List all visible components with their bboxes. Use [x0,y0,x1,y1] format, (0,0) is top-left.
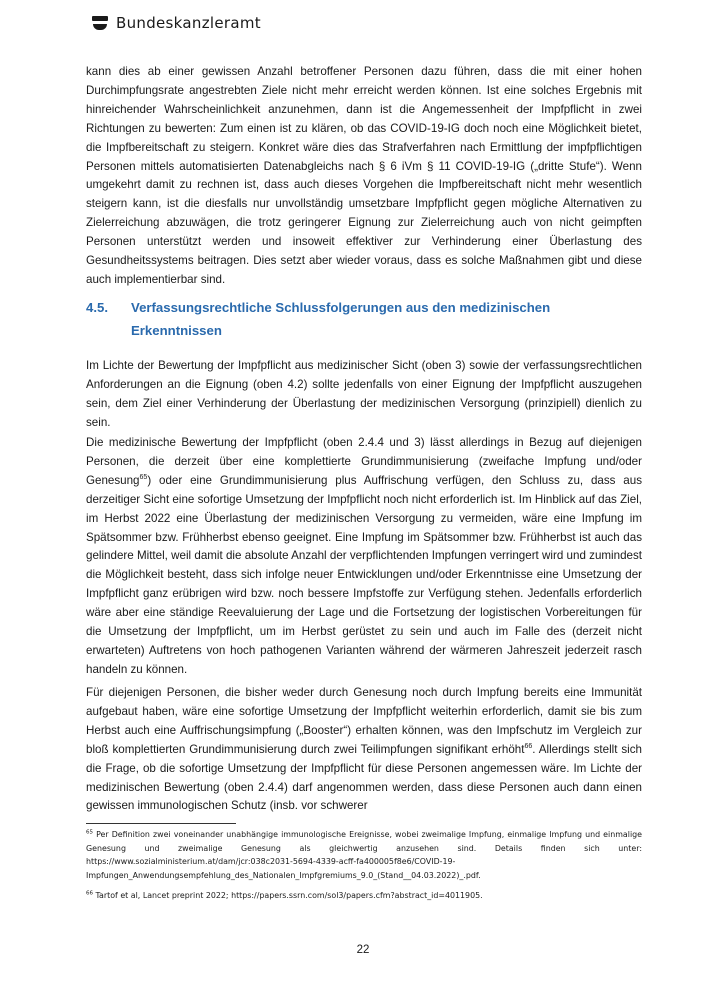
footnote-66 [86,889,642,903]
section-title-line1: Verfassungsrechtliche Schlussfolgerungen aus den medizinischen [131,300,551,315]
footnote-ref-66[interactable]: 66 [524,742,533,750]
section-heading [86,296,642,342]
footnote-divider [86,823,236,824]
footnote-text: Per Definition zwei voneinander unabhängige immunologische Ereignisse, wobei zweimalige Impfung, einmalige Impfung und einmalige Genesung und zweimalige Genesung als gleichwertig anzusehen sind. Details finden sich unter: https://www.sozialministerium.at/dam/jcr:038c2031-5694-4339-acff-fa400005f8e6/COVID-19-Impfungen_Anwendungsempfehlung_des_Nationalen_Impfgremiums_9.0_(Stand__04.03.2022)_.pdf. [86,830,642,880]
logo-text: Bundeskanzleramt [116,14,261,32]
footnotes [86,828,642,910]
page-header [92,14,261,32]
bundeskanzleramt-logo-icon [92,15,108,31]
paragraph-2: Im Lichte der Bewertung der Impfpflicht aus medizinischer Sicht (oben 3) sowie der verfassungsrechtlichen Anforderungen an die Eignung (oben 4.2) sollte jedenfalls von einer Eignung der Impfpflicht auszugehen sein, dem Ziel einer Verhinderung der Überlastung der medizinischen Versorgung (prinzipiell) dienlich zu sein. [86,359,642,429]
paragraph-3-part1: Die medizinische Bewertung der Impfpflicht (oben 2.4.4 und 3) lässt allerdings in Bezug auf diejenigen Personen, die derzeit über eine komplettierte Grundimmunisierung (zweifache Impfung und/oder Genesung [86,436,642,487]
footnote-number: 66 [86,890,93,897]
paragraph-4-part2: . Allerdings stellt sich die Frage, ob die sofortige Umsetzung der Impfpflicht für diese Personen angemessen wäre. Im Lichte der medizinischen Bewertung (oben 2.4.4) darf angenommen werden, dass diese Personen auch dann einen gewissen immunologischen Schutz (insb. vor schwerer [86,742,642,813]
section-title-line2: Erkenntnissen [131,323,222,338]
page-number: 22 [356,944,370,956]
paragraph-4 [86,684,642,816]
section-number: 4.5. [86,300,108,315]
footnote-number: 65 [86,829,93,836]
paragraph-1: kann dies ab einer gewissen Anzahl betroffener Personen dazu führen, dass die mit einer hohen Durchimpfungsrate angestrebten Ziele nicht mehr erreicht werden können. Ist eine solches Ergebnis mit hinreichender Wahrscheinlichkeit anzunehmen, dann ist die Angemessenheit der Impfpflicht in zwei Richtungen zu bewerten: Zum einen ist zu klären, ob das COVID-19-IG doch noch eine Möglichkeit bietet, die Impfbereitschaft zu steigern. Konkret wäre dies das Strafverfahren nach Ermittlung der impfpflichtigen Personen mittels automatisierten Datenabgleichs nach § 6 iVm § 11 COVID-19-IG („dritte Stufe“). Wenn umgekehrt damit zu rechnen ist, dass auch dieses Vorgehen die Impfbereitschaft nicht mehr wesentlich steigern kann, ist die diesfalls nur unvollständig umsetzbare Impfpflicht gegen mögliche Alternativen zu Zielerreichung abzuwägen, die trotz geringerer Eignung zur Zielerreichung auch von nicht geimpften Personen unterstützt werden und insoweit effektiver zur Verhinderung einer Überlastung des Gesundheitssystems beitragen. Dies setzt aber wieder voraus, dass es solche Maßnahmen gibt und diese auch implementierbar sind. [86,65,642,286]
footnote-text: Tartof et al, Lancet preprint 2022; https://papers.ssrn.com/sol3/papers.cfm?abstract_id=4011905. [95,891,483,900]
footnote-65 [86,828,642,882]
paragraph-3 [86,434,642,680]
paragraph-3-part2: ) oder eine Grundimmunisierung plus Auffrischung verfügen, den Schluss zu, dass aus derzeitiger Sicht eine sofortige Umsetzung der Impfpflicht noch nicht erforderlich ist. Im Hinblick auf das Ziel, im Herbst 2022 eine Überlastung der medizinischen Versorgung zu vermeiden, wäre eine Impfung im Spätsommer bzw. Frühherbst ebenso geeignet. Eine Impfung im Spätsommer bzw. Frühherbst ist auch das gelindere Mittel, weil damit die absolute Anzahl der verpflichtenden Impfungen verringert wird und zumindest die Möglichkeit besteht, dass sich infolge neuer Entwicklungen und/oder Erkenntnisse eine Umsetzung der Impfpflicht ganz erübrigen wird bzw. noch bessere Impfstoffe zur Verfügung stehen. Jedenfalls erforderlich wäre aber eine ständige Reevaluierung der Lage und die Fortsetzung der logistischen Vorbereitungen für die Umsetzung der Impfpflicht, um im Herbst gerüstet zu sein und auch im Falle des (derzeit nicht erwarteten) Auftretens von hoch pathogenen Varianten während der wärmeren Jahreszeit jederzeit rasch handeln zu können. [86,473,642,676]
paragraph-4-part1: Für diejenigen Personen, die bisher weder durch Genesung noch durch Impfung bereits eine Immunität aufgebaut haben, wäre eine sofortige Umsetzung der Impfpflicht weiterhin erforderlich, damit sie bis zum Herbst auch eine Auffrischungsimpfung („Booster“) erhalten können, was den Impfschutz im Vergleich zur bloß komplettierten Grundimmunisierung durch zwei Teilimpfungen signifikant erhöht [86,686,642,756]
footnote-ref-65[interactable]: 65 [139,473,148,481]
